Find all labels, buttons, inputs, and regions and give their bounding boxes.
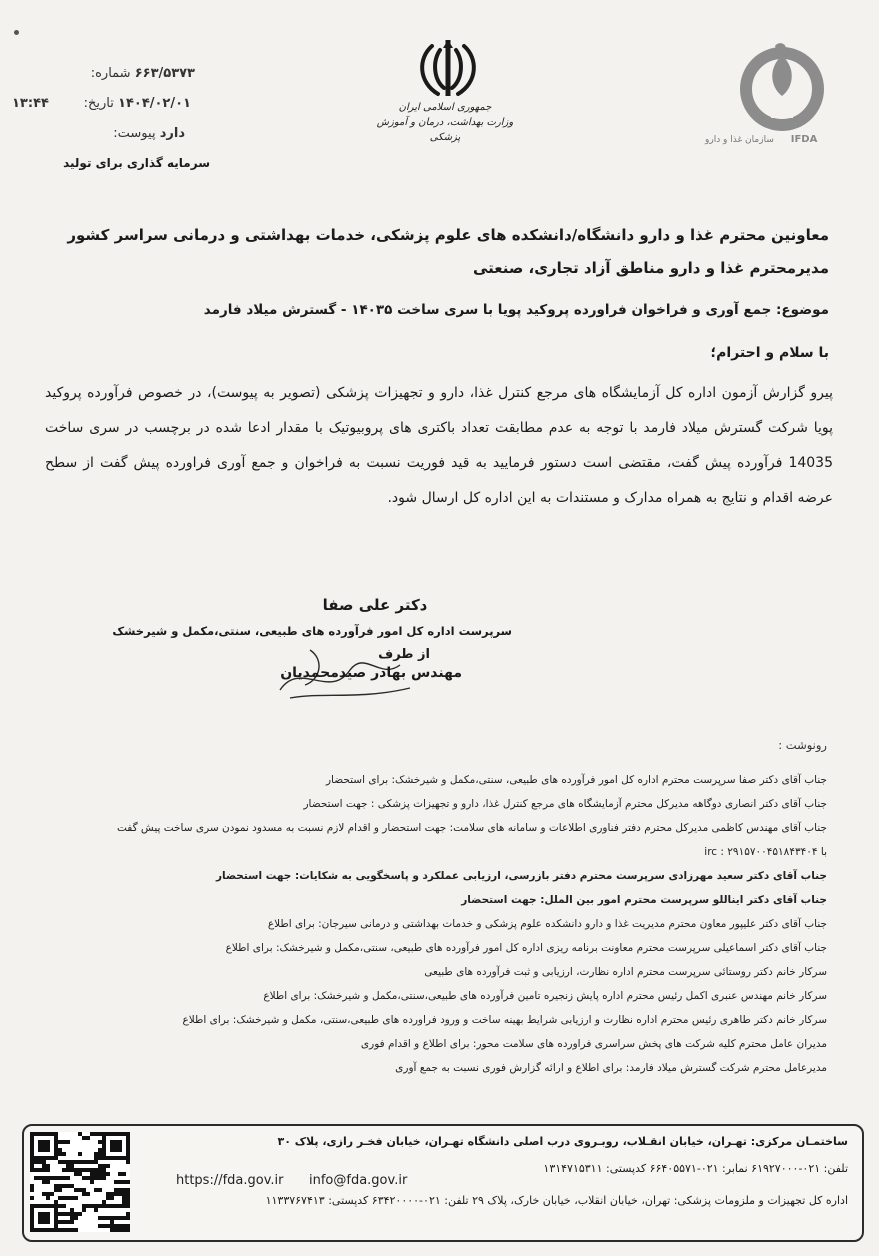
footer-branch: اداره کل تجهیزات و ملزومات پزشکی: تهران، خیابان انقلاب، خیابان خارک، پلاک ۲۹ تلفن: ۰۲۱-۶۳۴۲۰۰۰۰ کدپستی: ۱۱۳۳۷۶۷۴۱۳ [265,1194,848,1207]
footer-phone: تلفن: ۰۲۱-۶۱۹۲۷۰۰۰ نمابر: ۰۲۱-۶۶۴۰۵۵۷۱ کدپستی: ۱۳۱۴۷۱۵۳۱۱ [543,1162,848,1175]
ifda-acronym: IFDA [790,134,818,145]
letter-time: ۱۳:۴۴ [12,96,49,111]
ministry-name: وزارت بهداشت، درمان و آموزش پزشکی [376,117,514,143]
signatory-title: سرپرست اداره کل امور فرآورده های طبیعی، سنتی،مکمل و شیرخشک [112,624,512,638]
qr-code-icon [30,1132,130,1232]
cc-item: جناب آقای دکتر ایناللو سرپرست محترم امور بین الملل: جهت استحضار [461,894,827,906]
cc-item: جناب آقای دکتر علیپور معاون محترم مدیریت غذا و دارو دانشکده علوم پزشکی و خدمات بهداشتی و درمانی سیرجان: برای اطلاع [267,918,827,930]
cc-item: مدیران عامل محترم کلیه شرکت های پخش سراسری فراورده های سلامت محور: برای اطلاع و اقدام فوری [360,1038,827,1050]
republic-name: جمهوری اسلامی ایران [398,102,492,113]
ifda-caption [705,134,845,145]
ifda-persian-name: سازمان غذا و دارو [705,135,774,145]
letter-number [65,66,205,81]
cc-list [36,768,827,1080]
cc-item: جناب آقای دکتر انصاری دوگاهه مدیرکل محترم آزمایشگاه های مرجع کنترل غذا، دارو و تجهیزات پزشکی : جهت استحضار [303,798,827,810]
letter-greeting: با سلام و احترام؛ [710,345,829,361]
cc-item: جناب آقای دکتر اسماعیلی سرپرست محترم معاونت برنامه ریزی اداره کل امور فرآورده های طبیعی، سنتی،مکمل و شیرخشک: برای اطلاع [225,942,827,954]
scan-mark [14,30,19,35]
cc-heading: رونوشت : [778,738,827,752]
footer-address: ساختمـان مرکزی: تهـران، خیابان انقـلاب، روبـروی درب اصلی دانشگاه تهـران، خیابان فخـر رازی، پلاک ۳۰ [277,1135,848,1148]
ministry-caption [360,100,530,145]
cc-item: جناب آقای دکتر صفا سرپرست محترم اداره کل امور فرآورده های طبیعی، سنتی،مکمل و شیرخشک: برای استحضار [325,774,827,786]
cc-item: جناب آقای مهندس کاظمی مدیرکل محترم دفتر فناوری اطلاعات و سامانه های سلامت: جهت استحضار و اقدام لازم نسبت به مسدود نمودن سری ساخت پیش گفت [116,822,827,834]
footer-email: info@fda.gov.ir [309,1173,408,1188]
cc-item: جناب آقای دکتر سعید مهرزادی سرپرست محترم دفتر بازرسی، ارزیابی عملکرد و پاسخگویی به شکایات: جهت استحضار [215,870,827,882]
attachment-value: دارد [159,126,185,141]
letter-subject: موضوع: جمع آوری و فراخوان فراورده پروکید پویا با سری ساخت ۱۴۰۳۵ - گسترش میلاد فارمد [203,302,829,318]
number-value: ۶۶۳/۵۳۷۳ [134,66,195,81]
letter-body: پیرو گزارش آزمون اداره کل آزمایشگاه های مرجع کنترل غذا، دارو و تجهیزات پزشکی (تصویر به پیوست)، در خصوص فرآورده پروکید پویا شرکت گسترش میلاد فارمد با توجه به عدم مطابقت تعداد باکتری های پروبیوتیک با مقدار ادعا شده در برچسب در سری ساخت 14035 فرآورده پیش گفت، مقتضی است دستور فرمایید به قید فوریت نسبت به فراخوان و جمع آوری فراورده پیش گفت از سطح عرضه اقدام و نتایج به همراه مدارک و مستندات به این اداره کل ارسال شود. [45,385,833,506]
number-label: شماره: [90,66,131,81]
addressee-line-1: معاونین محترم غذا و دارو دانشگاه/دانشکده های علوم پزشکی، خدمات بهداشتی و درمانی سراسر کشور [67,226,829,244]
letter-date [65,96,205,111]
date-value: ۱۴۰۴/۰۲/۰۱ [118,96,191,111]
signatory-name: دکتر علی صفا [322,596,428,614]
cc-item: سرکار خانم دکتر روستائی سرپرست محترم اداره نظارت، ارزیابی و ثبت فرآورده های طبیعی [424,966,827,978]
iran-emblem-icon [410,36,486,102]
date-label: تاریخ: [83,96,114,111]
letter-footer [22,1124,864,1242]
cc-item: مدیرعامل محترم شرکت گسترش میلاد فارمد: برای اطلاع و ارائه گزارش فوری نسبت به جمع آوری [395,1062,827,1074]
cc-item: سرکار خانم مهندس عنبری اکمل رئیس محترم اداره پایش زنجیره تامین فرآورده های طبیعی،سنتی،مکمل و شیرخشک: برای اطلاع [263,990,827,1002]
year-slogan: سرمایه گذاری برای تولید [63,156,210,170]
letter-attachment [65,126,205,141]
attachment-label: پیوست: [113,126,156,141]
engineer-name: مهندس بهادر صیدمحمدیان [280,665,462,681]
on-behalf-label: از طرف [378,647,430,662]
cc-item: سرکار خانم دکتر طاهری رئیس محترم اداره نظارت و ارزیابی شرایط بهینه ساخت و ورود فراورده های طبیعی،سنتی، مکمل و شیرخشک: برای اطلاع [182,1014,827,1026]
footer-website: https://fda.gov.ir [176,1173,284,1188]
cc-item: با irc : ۲۹۱۵۷۰۰۴۵۱۸۴۳۴۰۴ [704,846,827,858]
addressee-line-2: مدیرمحترم غذا و دارو مناطق آزاد تجاری، صنعتی [472,259,829,277]
ifda-logo-icon [735,42,830,132]
